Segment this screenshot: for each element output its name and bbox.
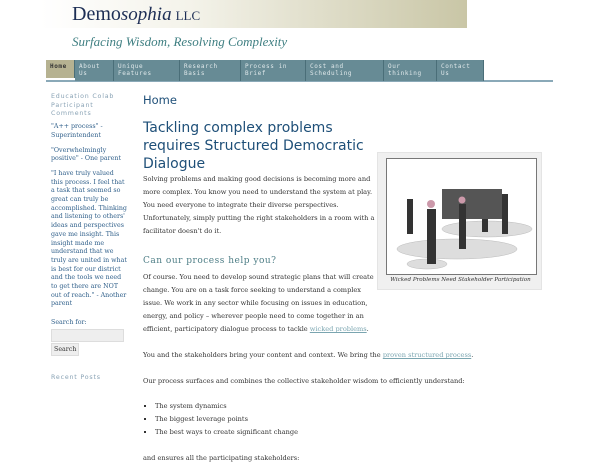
main-nav (46, 60, 484, 81)
testimonial: "Overwhelmingly positive" - One parent (51, 146, 121, 163)
intro-paragraph: Solving problems and making good decisions is becoming more and more complex. You know you need to understand the system at play. You need everyone to integrate their diverse perspectives. Unfortunately, simply putting the right stakeholders in a room with a facilitator doesn't do it. (143, 175, 375, 235)
figure-caption: Wicked Problems Need Stakeholder Participation (390, 277, 531, 283)
nav-home[interactable]: Home (46, 60, 75, 78)
search-button[interactable]: Search (51, 343, 79, 356)
stakeholders-image (386, 158, 537, 275)
subheading: Can our process help you? (143, 256, 277, 266)
nav-our-thinking[interactable]: Our thinking (384, 60, 437, 81)
logo-italic: sophia (120, 4, 172, 25)
nav-process-in-brief[interactable]: Process in Brief (241, 60, 306, 81)
headline: Tackling complex problems requires Structured Democratic Dialogue (143, 120, 364, 172)
sidebar (51, 93, 127, 387)
nav-unique-features[interactable]: Unique Features (114, 60, 180, 81)
paragraph (143, 271, 375, 336)
nav-contact-us[interactable]: Contact Us (437, 60, 484, 81)
site-logo[interactable] (72, 3, 200, 26)
nav-about-us[interactable]: About Us (75, 60, 114, 81)
search-input[interactable] (51, 329, 124, 342)
paragraph: Our process surfaces and combines the collective stakeholder wisdom to efficiently understand: (143, 377, 465, 385)
sidebar-title: Education Colab Participant Comments (51, 93, 115, 118)
list-item: ▪ The best ways to create significant change (155, 426, 553, 439)
nav-research-basis[interactable]: Research Basis (180, 60, 241, 81)
paragraph (143, 349, 553, 362)
paragraph: and ensures all the participating stakeholders: (143, 454, 300, 462)
nav-cost-and-scheduling[interactable]: Cost and Scheduling (306, 60, 384, 81)
logo-text: Demo (72, 3, 121, 25)
search-label: Search for: (51, 319, 87, 327)
list-item: ▪ The system dynamics (155, 400, 553, 413)
paragraph-text: You and the stakeholders bring your content and context. We bring the (143, 351, 383, 359)
paragraph-text: Of course. You need to develop sound strategic plans that will create change. You are on a task force seeking to understand a complex issue. We work in any sector while focusing on issues in education, energy, and policy – wherever people need to come together in an efficient, participatory dialogue process to tackle (143, 273, 374, 333)
tagline: Surfacing Wisdom, Resolving Complexity (72, 34, 288, 49)
testimonial: "A++ process" - Superintendent (51, 123, 103, 139)
paragraph-text: . (366, 325, 369, 333)
paragraph-text: . (471, 351, 474, 359)
figure (377, 152, 542, 290)
bullet-list (155, 400, 553, 439)
recent-posts-title: Recent Posts (51, 373, 101, 381)
proven-process-link[interactable]: proven structured process (382, 351, 472, 359)
testimonial: "I have truly valued this process. I feel that a task that seemed so great can truly be accomplished. Thinking and listening to others' ideas and perspectives gave me insight. This insight made me understand that we truly are united in what is best for our district and the tools we need to get there are NOT out of reach." - Another parent (51, 169, 127, 308)
logo-suffix: LLC (175, 8, 201, 23)
wicked-problems-link[interactable]: wicked problems (309, 325, 367, 333)
list-item: ▪ The biggest leverage points (155, 413, 553, 426)
page-title: Home (143, 93, 177, 107)
